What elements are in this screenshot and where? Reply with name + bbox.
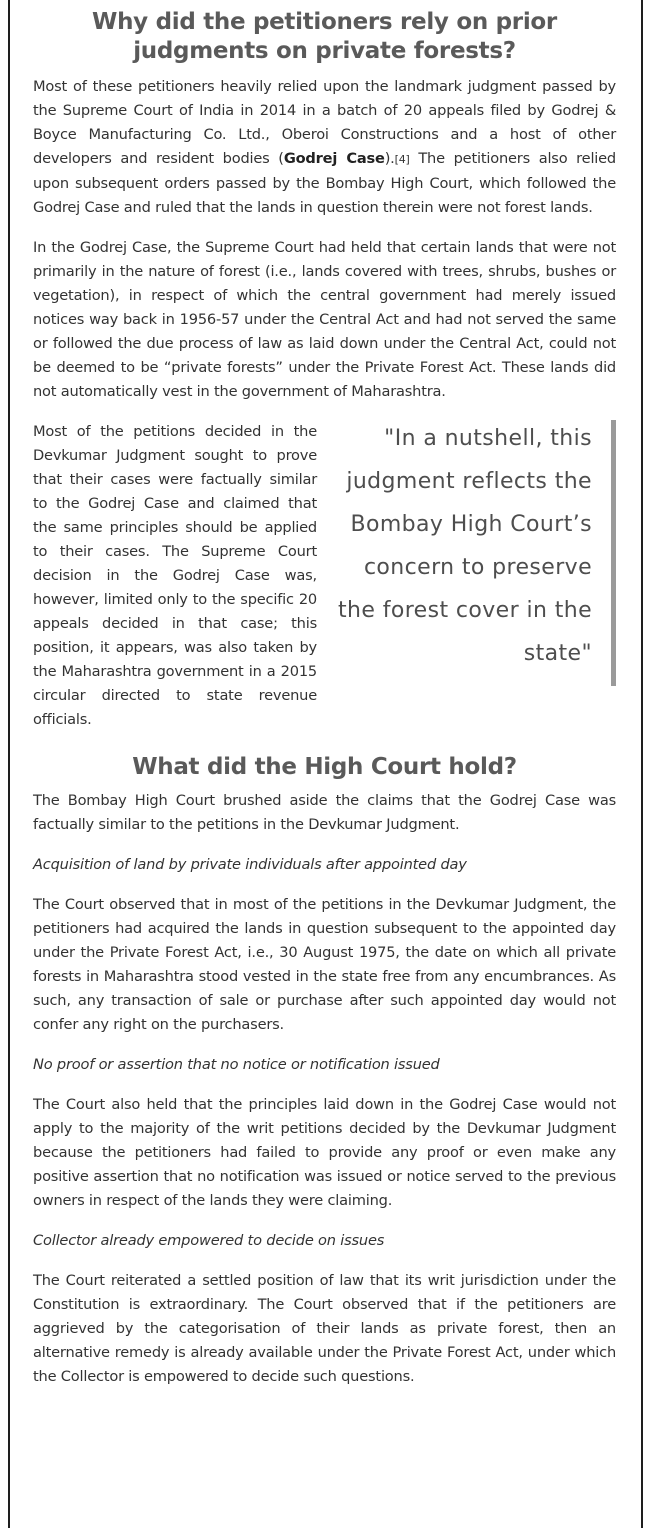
article-body xyxy=(33,8,616,1405)
pull-quote xyxy=(331,417,616,685)
paragraph-no-proof: The Court also held that the principles laid down in the Godrej Case would not apply to the majority of the writ petitions decided by the Devkumar Judgment because the petitioners had failed to provide any proof or even make any positive assertion that no notification was issued or notice served to the previous owners in respect of the lands they were claiming. xyxy=(33,1096,616,1209)
paragraph-text: Most of these petitioners heavily relied upon the landmark judgment passed by the Supreme Court of India in 2014 in a batch of 20 appeals filed by Godrej & Boyce Manufacturing Co. Ltd., Oberoi Constructions and a host of other developers and resident bodies ( xyxy=(33,78,616,167)
pull-quote-section xyxy=(33,420,616,732)
paragraph-text: The petitioners also relied upon subsequent orders passed by the Bombay High Court, which followed the Godrej Case and ruled that the lands in question therein were not forest lands. xyxy=(33,150,616,216)
paragraph-acquisition: The Court observed that in most of the petitions in the Devkumar Judgment, the petitioners had acquired the lands in question subsequent to the appointed day under the Private Forest Act, i.e., 30 August 1975, the date on which all private forests in Maharashtra stood vested in the state free from any encumbrances. As such, any transaction of sale or purchase after such appointed day would not confer any right on the purchasers. xyxy=(33,896,616,1033)
subheading-collector: Collector already empowered to decide on issues xyxy=(33,1232,385,1249)
pull-quote-text: "In a nutshell, this judgment reflects the Bombay High Court’s concern to preserve the forest cover in the state" xyxy=(338,426,592,666)
section-heading-prior-judgments: Why did the petitioners rely on prior judgments on private forests? xyxy=(92,9,557,64)
paragraph-devkumar-petitions: Most of the petitions decided in the Devkumar Judgment sought to prove that their cases were factually similar to the Godrej Case and claimed that the same principles should be applied to their cases. The Supreme Court decision in the Godrej Case was, however, limited only to the specific 20 appeals decided in that case; this position, it appears, was also taken by the Maharashtra government in a 2015 circular directed to state revenue officials. xyxy=(33,423,317,728)
paragraph-collector: The Court reiterated a settled position of law that its writ jurisdiction under the Constitution is extraordinary. The Court observed that if the petitioners are aggrieved by the categorisation of their lands as private forest, then an alternative remedy is already available under the Private Forest Act, under which the Collector is empowered to decide such questions. xyxy=(33,1272,616,1385)
paragraph-intro: The Bombay High Court brushed aside the claims that the Godrej Case was factually similar to the petitions in the Devkumar Judgment. xyxy=(33,792,616,833)
footnote-link-4[interactable]: [4] xyxy=(394,153,410,166)
defined-term-godrej-case: Godrej Case xyxy=(283,150,385,167)
section-heading-high-court-hold: What did the High Court hold? xyxy=(132,754,517,780)
subheading-acquisition: Acquisition of land by private individuals after appointed day xyxy=(33,856,467,873)
paragraph-godrej-reliance xyxy=(33,75,616,220)
paragraph-text: ). xyxy=(384,150,395,167)
subheading-no-proof: No proof or assertion that no notice or notification issued xyxy=(33,1056,440,1073)
paragraph-godrej-holding: In the Godrej Case, the Supreme Court had held that certain lands that were not primarily in the nature of forest (i.e., lands covered with trees, shrubs, bushes or vegetation), in respect of which the central government had merely issued notices way back in 1956-57 under the Central Act and had not served the same or followed the due process of law as laid down under the Central Act, could not be deemed to be “private forests” under the Private Forest Act. These lands did not automatically vest in the government of Maharashtra. xyxy=(33,239,616,400)
pull-quote-bar xyxy=(611,420,616,686)
